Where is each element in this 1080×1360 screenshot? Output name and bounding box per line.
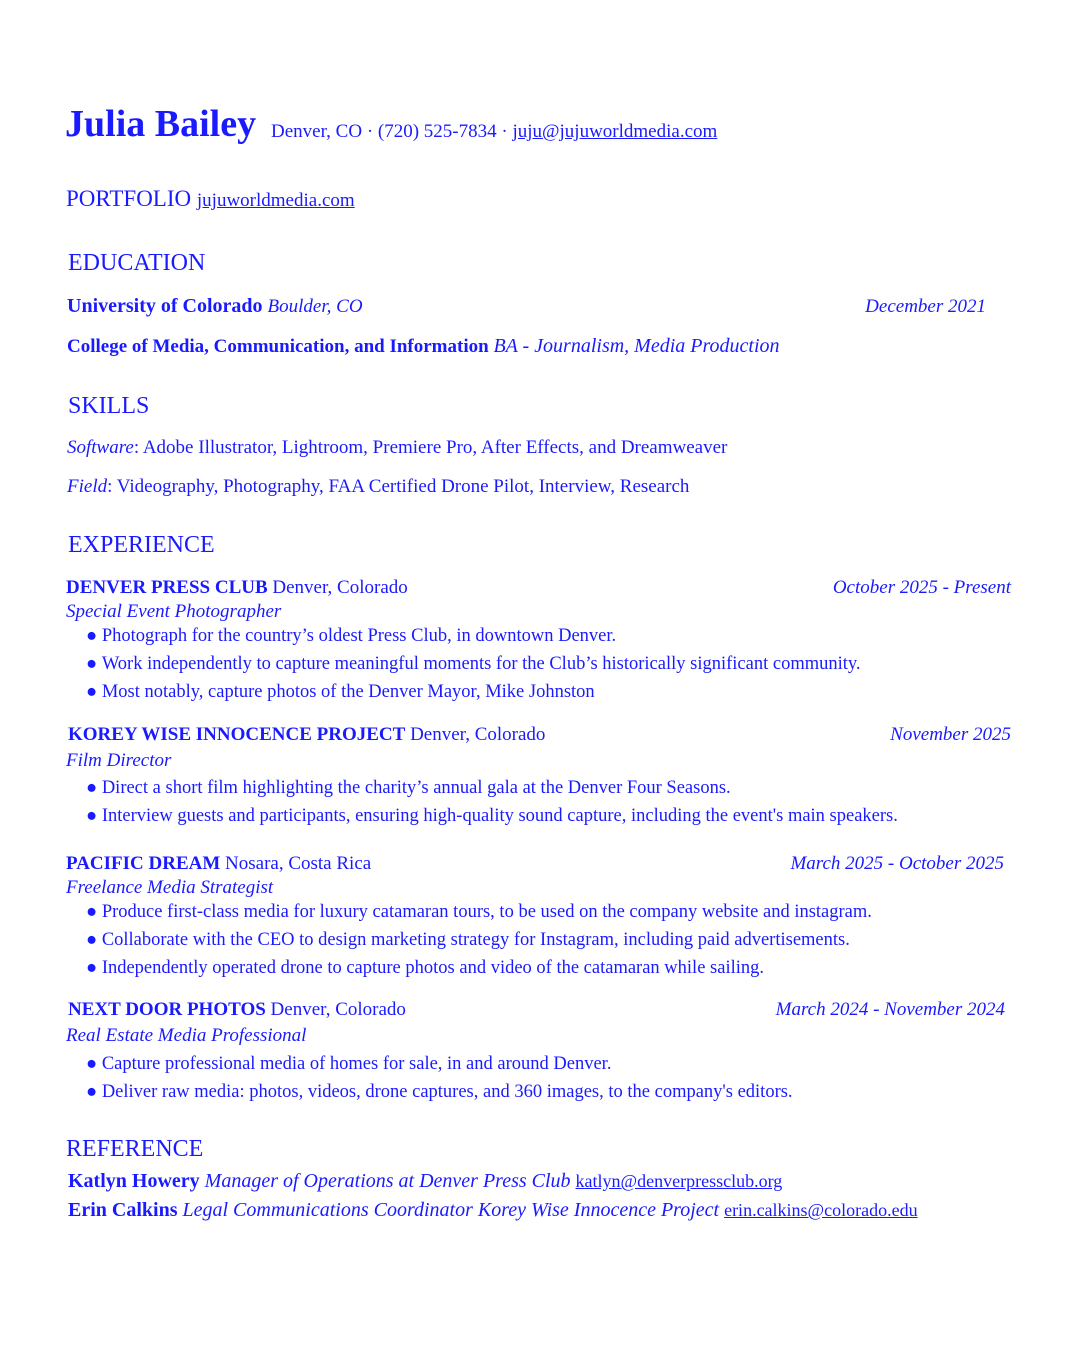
reference-email-link[interactable]: katlyn@denverpressclub.org	[575, 1171, 783, 1191]
separator: ·	[501, 121, 508, 142]
phone-text: (720) 525-7834	[377, 121, 497, 142]
job-date: March 2024 - November 2024	[775, 999, 1005, 1020]
school-name: University of Colorado	[67, 295, 263, 317]
education-heading: EDUCATION	[68, 250, 206, 276]
job-bullet: ● Produce first-class media for luxury catamaran tours, to be used on the company website and instagram.	[86, 902, 872, 923]
software-label: Software	[67, 437, 134, 458]
email-link[interactable]: juju@jujuworldmedia.com	[512, 121, 718, 142]
job-title: Special Event Photographer	[66, 601, 282, 622]
portfolio-label: PORTFOLIO	[66, 186, 192, 211]
skills-field-line	[67, 476, 689, 498]
job-location: Nosara, Costa Rica	[225, 853, 372, 874]
job-bullet: ● Capture professional media of homes for sale, in and around Denver.	[86, 1054, 611, 1075]
field-list: : Videography, Photography, FAA Certified Drone Pilot, Interview, Research	[107, 476, 690, 497]
reference-heading: REFERENCE	[66, 1136, 204, 1162]
reference-name: Katlyn Howery	[68, 1170, 200, 1192]
job-header	[66, 853, 371, 875]
reference-entry	[68, 1170, 782, 1193]
location-text: Denver, CO	[271, 121, 363, 142]
job-location: Denver, Colorado	[270, 999, 406, 1020]
job-company: NEXT DOOR PHOTOS	[68, 999, 266, 1020]
job-company: KOREY WISE INNOCENCE PROJECT	[68, 724, 406, 745]
resume-name: Julia Bailey	[65, 103, 257, 145]
experience-heading: EXPERIENCE	[68, 532, 215, 558]
job-header	[66, 577, 408, 599]
job-bullet: ● Photograph for the country’s oldest Press Club, in downtown Denver.	[86, 626, 616, 647]
reference-name: Erin Calkins	[68, 1199, 178, 1221]
education-college-line	[67, 335, 780, 358]
job-bullet: ● Collaborate with the CEO to design marketing strategy for Instagram, including paid advertisements.	[86, 930, 850, 951]
job-date: October 2025 - Present	[832, 577, 1011, 598]
job-bullet: ● Most notably, capture photos of the Denver Mayor, Mike Johnston	[86, 682, 595, 703]
field-label: Field	[67, 476, 108, 497]
job-title: Film Director	[66, 750, 172, 771]
reference-entry	[68, 1199, 918, 1222]
job-header	[68, 724, 545, 746]
job-date: November 2025	[890, 724, 1011, 745]
education-school-line	[67, 295, 363, 318]
job-bullet: ● Deliver raw media: photos, videos, drone captures, and 360 images, to the company's editors.	[86, 1082, 793, 1103]
portfolio-link[interactable]: jujuworldmedia.com	[196, 190, 355, 211]
software-list: : Adobe Illustrator, Lightroom, Premiere Pro, After Effects, and Dreamweaver	[133, 437, 728, 458]
degree-text: BA - Journalism, Media Production	[493, 335, 780, 357]
reference-email-link[interactable]: erin.calkins@colorado.edu	[724, 1200, 918, 1220]
job-location: Denver, Colorado	[410, 724, 546, 745]
job-bullet: ● Independently operated drone to capture photos and video of the catamaran while sailing.	[86, 958, 764, 979]
job-company: PACIFIC DREAM	[66, 853, 221, 874]
job-location: Denver, Colorado	[272, 577, 408, 598]
job-bullet: ● Work independently to capture meaningful moments for the Club’s historically significant community.	[86, 654, 861, 675]
portfolio-line	[66, 186, 355, 212]
contact-line	[271, 121, 717, 143]
skills-software-line	[67, 437, 727, 459]
job-bullet: ● Direct a short film highlighting the charity’s annual gala at the Denver Four Seasons.	[86, 778, 731, 799]
reference-role: Manager of Operations at Denver Press Club	[204, 1170, 571, 1192]
separator: ·	[366, 121, 374, 142]
job-title: Freelance Media Strategist	[66, 877, 274, 898]
job-company: DENVER PRESS CLUB	[66, 577, 268, 598]
job-title: Real Estate Media Professional	[66, 1025, 307, 1046]
education-date: December 2021	[865, 296, 986, 317]
job-header	[68, 999, 406, 1021]
reference-role: Legal Communications Coordinator Korey Wise Innocence Project	[182, 1199, 720, 1221]
school-location: Boulder, CO	[267, 296, 363, 317]
job-bullet: ● Interview guests and participants, ensuring high-quality sound capture, including the event's main speakers.	[86, 806, 898, 827]
job-date: March 2025 - October 2025	[790, 853, 1004, 874]
skills-heading: SKILLS	[68, 393, 150, 419]
college-name: College of Media, Communication, and Information	[67, 336, 489, 357]
